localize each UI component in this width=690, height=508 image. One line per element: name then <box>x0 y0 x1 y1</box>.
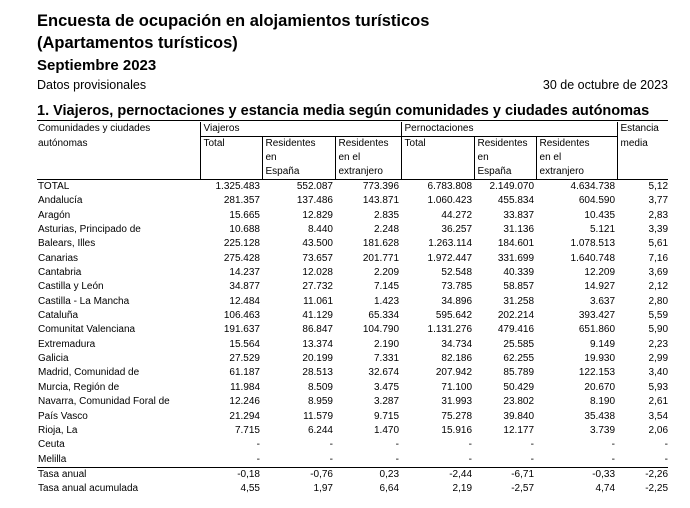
table-row <box>37 180 668 195</box>
row-label: Andalucía <box>38 195 83 207</box>
publication-date: 30 de octubre de 2023 <box>542 78 668 92</box>
cell-v-esp: 8.509 <box>307 381 333 393</box>
cell-v-esp: 28.513 <box>302 367 333 379</box>
table-row <box>37 424 668 438</box>
cell-v-total: 281.357 <box>223 195 260 207</box>
cell-p-ext: 10.435 <box>584 209 616 221</box>
cell-em: 2,12 <box>648 281 669 293</box>
col-region-header-2: autónomas <box>38 137 88 149</box>
row-label: TOTAL <box>38 181 70 192</box>
cell-v-esp: 12.829 <box>302 209 333 221</box>
cell-v-total: 21.294 <box>229 410 260 422</box>
row-label: Canarias <box>38 252 79 264</box>
col-p-ext: Residentes <box>536 137 617 152</box>
col-group-pernoctaciones: Pernoctaciones <box>401 122 617 137</box>
row-label: Melilla <box>38 453 67 465</box>
cell-p-ext: 4,74 <box>595 483 616 495</box>
cell-em: -2,26 <box>617 467 668 482</box>
cell-v-total: 61.187 <box>229 367 260 379</box>
row-label: Rioja, La <box>38 424 78 436</box>
col-group-viajeros: Viajeros <box>200 122 401 137</box>
table-row <box>37 410 668 424</box>
cell-v-ext: 2.209 <box>373 267 400 279</box>
cell-p-esp: 50.429 <box>503 381 535 393</box>
cell-v-ext: 7.145 <box>373 281 400 293</box>
cell-p-esp: 58.857 <box>503 281 535 293</box>
data-table <box>37 122 668 497</box>
cell-v-esp: 43.500 <box>302 238 333 250</box>
cell-p-esp: 31.258 <box>503 295 535 307</box>
row-label: Tasa anual acumulada <box>38 483 139 495</box>
cell-v-total: 1.325.483 <box>215 181 260 192</box>
cell-v-ext: - <box>395 453 400 465</box>
table-row <box>37 209 668 223</box>
cell-p-esp: 479.416 <box>497 324 535 336</box>
cell-v-esp: 13.374 <box>302 338 333 350</box>
cell-p-total: 31.993 <box>441 396 473 408</box>
cell-v-esp: 11.579 <box>303 410 333 422</box>
cell-p-total: 207.942 <box>435 367 473 379</box>
cell-p-ext: 8.190 <box>589 396 616 408</box>
col-v-esp-2: en <box>262 151 335 165</box>
cell-p-total: 595.642 <box>435 310 473 322</box>
cell-p-ext: - <box>611 439 616 451</box>
cell-v-total: -0,18 <box>200 467 262 482</box>
table-row <box>37 309 668 323</box>
section-rule <box>37 120 668 121</box>
cell-v-ext: 6,64 <box>379 483 400 495</box>
cell-v-ext: 2.248 <box>373 224 400 236</box>
cell-p-esp: - <box>530 439 535 451</box>
cell-v-esp: 12.028 <box>302 267 333 279</box>
cell-v-total: 11.984 <box>230 381 260 393</box>
cell-p-esp: 184.601 <box>497 238 535 250</box>
cell-v-total: 106.463 <box>223 310 260 322</box>
cell-v-total: 12.484 <box>229 295 260 307</box>
cell-v-ext: 65.334 <box>368 310 400 322</box>
header-row-3 <box>37 151 668 165</box>
cell-em: 3,40 <box>648 367 669 379</box>
row-label: Galicia <box>38 353 69 365</box>
header-row-4 <box>37 165 668 180</box>
cell-p-esp: 455.834 <box>497 195 535 207</box>
cell-p-ext: 14.927 <box>584 281 616 293</box>
cell-v-esp: 11.061 <box>303 295 333 307</box>
cell-p-esp: 2.149.070 <box>489 181 535 192</box>
cell-p-ext: 604.590 <box>578 195 616 207</box>
cell-p-ext: 3.637 <box>589 295 616 307</box>
header-row-1 <box>37 122 668 137</box>
cell-p-total: 2,19 <box>452 483 473 495</box>
col-p-ext-2: en el <box>536 151 617 165</box>
cell-p-esp: 23.802 <box>503 396 535 408</box>
table-row <box>37 352 668 366</box>
cell-v-total: 27.529 <box>229 353 260 365</box>
cell-p-total: 71.100 <box>441 381 473 393</box>
col-v-ext: Residentes <box>335 137 401 152</box>
row-label: País Vasco <box>38 410 88 422</box>
cell-em: 5,61 <box>648 238 669 250</box>
cell-p-total: 36.257 <box>441 224 473 236</box>
cell-p-ext: 651.860 <box>578 324 616 336</box>
col-estancia-header-2: media <box>617 137 668 152</box>
cell-p-total: 52.548 <box>441 267 473 279</box>
cell-p-esp: -2,57 <box>511 483 535 495</box>
cell-v-total: 7.715 <box>234 424 260 436</box>
col-p-total: Total <box>401 137 474 152</box>
cell-p-total: - <box>468 453 473 465</box>
cell-p-total: - <box>468 439 473 451</box>
cell-p-total: 1.263.114 <box>428 238 473 250</box>
cell-v-ext: 1.470 <box>373 424 400 436</box>
cell-p-ext: 5.121 <box>589 224 616 236</box>
cell-p-esp: 33.837 <box>503 209 535 221</box>
rate-row <box>37 467 668 482</box>
col-region-header: Comunidades y ciudades <box>38 123 151 134</box>
cell-p-ext: 20.670 <box>584 381 616 393</box>
table-row <box>37 295 668 309</box>
cell-v-total: 15.564 <box>229 338 260 350</box>
cell-p-esp: 39.840 <box>503 410 535 422</box>
cell-p-total: 1.060.423 <box>427 195 473 207</box>
row-label: Aragón <box>38 209 71 221</box>
cell-em: 5,93 <box>648 381 669 393</box>
table-row <box>37 252 668 266</box>
cell-v-ext: 181.628 <box>362 238 400 250</box>
rate-row <box>37 482 668 496</box>
col-v-esp: Residentes <box>262 137 335 152</box>
cell-v-ext: 0,23 <box>335 467 401 482</box>
row-label: Tasa anual <box>37 467 200 482</box>
header-row-2 <box>37 137 668 152</box>
cell-v-total: 275.428 <box>223 252 260 264</box>
cell-em: 2,23 <box>648 338 669 350</box>
cell-v-total: - <box>256 453 260 465</box>
cell-p-ext: 122.153 <box>578 367 616 379</box>
col-v-ext-3: extranjero <box>335 165 401 180</box>
cell-p-ext: 4.634.738 <box>570 181 616 192</box>
table-row <box>37 194 668 208</box>
cell-v-total: 15.665 <box>229 209 260 221</box>
cell-v-esp: 20.199 <box>302 353 333 365</box>
cell-v-ext: 773.396 <box>362 181 400 192</box>
cell-p-esp: - <box>530 453 535 465</box>
cell-v-total: 191.637 <box>223 324 260 336</box>
cell-v-ext: 7.331 <box>373 353 400 365</box>
cell-v-esp: 8.440 <box>307 224 333 236</box>
cell-p-esp: 12.177 <box>503 424 535 436</box>
table-row <box>37 395 668 409</box>
section-title: 1. Viajeros, pernoctaciones y estancia media según comunidades y ciudades autónomas <box>37 103 650 119</box>
cell-v-esp: 41.129 <box>302 310 333 322</box>
cell-p-ext: -0,33 <box>536 467 617 482</box>
cell-v-ext: 2.190 <box>373 338 400 350</box>
cell-p-esp: 31.136 <box>503 224 535 236</box>
cell-em: 3,77 <box>648 195 669 207</box>
table-row <box>37 453 668 468</box>
row-label: Cantabria <box>38 267 82 279</box>
cell-v-esp: 6.244 <box>307 424 333 436</box>
cell-v-esp: 8.959 <box>307 396 333 408</box>
cell-em: 2,61 <box>648 396 669 408</box>
cell-p-total: 1.131.276 <box>427 324 473 336</box>
cell-v-esp: - <box>329 453 333 465</box>
cell-v-total: 12.246 <box>229 396 260 408</box>
col-p-esp: Residentes <box>474 137 536 152</box>
cell-em: 5,59 <box>648 310 669 322</box>
cell-p-esp: 331.699 <box>497 252 535 264</box>
cell-v-ext: 104.790 <box>362 324 400 336</box>
cell-v-ext: 2.835 <box>373 209 400 221</box>
table-row <box>37 338 668 352</box>
cell-p-total: 73.785 <box>441 281 473 293</box>
cell-p-ext: 19.930 <box>584 353 616 365</box>
col-estancia-header: Estancia <box>617 122 668 137</box>
cell-em: 3,39 <box>648 224 669 236</box>
col-p-ext-3: extranjero <box>536 165 617 180</box>
col-v-ext-2: en el <box>335 151 401 165</box>
cell-p-esp: 62.255 <box>503 353 535 365</box>
cell-em: -2,25 <box>645 483 669 495</box>
row-label: Asturias, Principado de <box>38 224 141 236</box>
cell-em: 2,99 <box>648 353 669 365</box>
row-label: Ceuta <box>38 439 65 451</box>
cell-p-esp: 85.789 <box>503 367 535 379</box>
cell-p-esp: 25.585 <box>503 338 535 350</box>
row-label: Balears, Illes <box>38 238 96 250</box>
report-period: Septiembre 2023 <box>37 57 157 74</box>
row-label: Navarra, Comunidad Foral de <box>38 396 170 408</box>
cell-em: 2,80 <box>648 295 669 307</box>
cell-p-total: 1.972.447 <box>427 252 473 264</box>
cell-v-ext: 9.715 <box>373 410 400 422</box>
cell-p-ext: 1.640.748 <box>570 252 616 264</box>
cell-p-total: 6.783.808 <box>427 181 473 192</box>
cell-p-ext: 35.438 <box>584 410 616 422</box>
cell-em: 2,83 <box>648 209 669 221</box>
col-p-esp-3: España <box>474 165 536 180</box>
cell-p-total: 44.272 <box>441 209 473 221</box>
cell-v-total: - <box>256 439 260 451</box>
cell-p-esp: -6,71 <box>474 467 536 482</box>
table-row <box>37 381 668 395</box>
cell-p-total: 15.916 <box>441 424 473 436</box>
table-row <box>37 237 668 251</box>
table-row <box>37 438 668 452</box>
cell-v-ext: 32.674 <box>368 367 400 379</box>
cell-em: 2,06 <box>648 424 669 436</box>
cell-v-total: 225.128 <box>223 238 260 250</box>
cell-v-total: 4,55 <box>240 483 260 495</box>
table-row <box>37 323 668 337</box>
table-row <box>37 223 668 237</box>
col-v-esp-3: España <box>262 165 335 180</box>
cell-em: 7,16 <box>648 252 669 264</box>
table-row <box>37 366 668 380</box>
cell-v-esp: -0,76 <box>262 467 335 482</box>
cell-v-total: 10.688 <box>229 224 260 236</box>
row-label: Castilla y León <box>38 281 104 293</box>
cell-em: 3,69 <box>648 267 669 279</box>
cell-v-esp: 73.657 <box>302 252 333 264</box>
table-row <box>37 280 668 294</box>
col-p-esp-2: en <box>474 151 536 165</box>
cell-v-ext: - <box>395 439 400 451</box>
table-row <box>37 266 668 280</box>
report-title: Encuesta de ocupación en alojamientos turísticos <box>37 12 430 30</box>
cell-p-total: -2,44 <box>401 467 474 482</box>
row-label: Madrid, Comunidad de <box>38 367 140 379</box>
cell-p-ext: 393.427 <box>578 310 616 322</box>
cell-v-esp: 552.087 <box>296 181 333 192</box>
cell-p-ext: 3.739 <box>589 424 616 436</box>
cell-em: 3,54 <box>648 410 669 422</box>
cell-v-esp: 86.847 <box>302 324 333 336</box>
cell-v-total: 14.237 <box>229 267 260 279</box>
report-subtitle: (Apartamentos turísticos) <box>37 34 238 52</box>
row-label: Extremadura <box>38 338 96 350</box>
cell-em: 5,12 <box>648 181 669 192</box>
cell-v-ext: 1.423 <box>373 295 400 307</box>
cell-em: - <box>664 453 669 465</box>
cell-v-total: 34.877 <box>229 281 260 293</box>
cell-v-esp: 1,97 <box>313 483 333 495</box>
cell-p-esp: 202.214 <box>497 310 535 322</box>
cell-p-total: 75.278 <box>441 410 473 422</box>
row-label: Castilla - La Mancha <box>38 295 130 307</box>
row-label: Murcia, Región de <box>38 381 120 393</box>
cell-p-total: 34.734 <box>441 338 473 350</box>
cell-p-ext: - <box>611 453 616 465</box>
data-status: Datos provisionales <box>37 78 147 92</box>
cell-p-total: 82.186 <box>441 353 473 365</box>
cell-v-ext: 3.287 <box>373 396 400 408</box>
cell-v-ext: 201.771 <box>362 252 400 264</box>
row-label: Cataluña <box>38 310 79 322</box>
cell-p-esp: 40.339 <box>503 267 535 279</box>
cell-p-ext: 9.149 <box>589 338 616 350</box>
cell-p-total: 34.896 <box>441 295 473 307</box>
cell-v-esp: 137.486 <box>296 195 333 207</box>
cell-v-esp: - <box>329 439 333 451</box>
cell-em: - <box>664 439 669 451</box>
cell-em: 5,90 <box>648 324 669 336</box>
cell-v-ext: 143.871 <box>362 195 400 207</box>
col-v-total: Total <box>200 137 262 152</box>
cell-p-ext: 1.078.513 <box>570 238 616 250</box>
cell-v-ext: 3.475 <box>373 381 400 393</box>
cell-v-esp: 27.732 <box>302 281 333 293</box>
cell-p-ext: 12.209 <box>584 267 616 279</box>
row-label: Comunitat Valenciana <box>38 324 136 336</box>
